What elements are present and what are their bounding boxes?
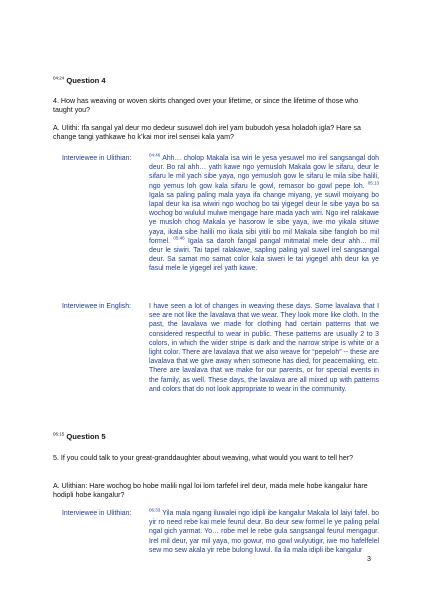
answer-text: Igala sa daroh fangal pangal mitmatal mele deur ahh… mil deur le siwiri. Tai tapel ralakawe, sapling paling yal suwel irel sangsangal deur. Sa samat mo samat color kala siweri le tai yigegel ahh deur ka ye fasul mele le yigegel irel yath kawe. [149, 237, 379, 273]
timestamp: 04:24 [53, 75, 65, 81]
question-5-text: 5. If you could talk to your great-granddaughter about weaving, what would you want to tell her? [53, 454, 354, 462]
page-number: 3 [367, 555, 371, 563]
answer-4-english: I have seen a lot of changes in weaving these days. Some lavalava that I see are not like the lavalava that we wear. They look more like cloth. In the past, the lavalava we made for clothing had certain patterns that we considered respectful to wear in public. These patterns are usually 2 to 3 colors, in which the wider stripe is dark and the narrow stripe is white or a light color. There are lavalava that we also weave for “pepeloh” -- these are lavalava that we give away when someone has died, for peacemaking, etc. There are lavalava that we make for our parents, or for special events in the family, as well. These days, the lavalava are all mixed up with patterns and colors that do not look appropriate to wear in the community. [149, 303, 379, 393]
timestamp: 04:46 [149, 152, 161, 158]
question-4-ulithian-translation: A. Ulithi: Ifa sangal yal deur mo dedeur susuwel doh irel yam bubudoh yesa holadoh igla? Hare sa change tangi yathkawe ho k’kai mor irel sensei kala yam? [53, 124, 361, 142]
timestamp: 06:15 [53, 431, 65, 437]
interviewee-ulithian-label: Interviewee in Ulithian: [62, 155, 132, 162]
timestamp: 05:46 [173, 235, 185, 241]
answer-text: Yila mala ngang iluwalei ngo idipli ibe kangalur Makala lol laiyi fafel. bo yir ro need rebe kai mele feurul deur. Bo deur sew formel le ye paling pelal ngal gich yarmat. Yo… robe mel le rebe gula sangsangal feurul mengagur. Irel mil deur, yar mil yaya, mo gowur, mo gowl wulyutigir, iwe mo hafelfelel sew mo sew akala yir rebe bulong luwul. Ila ila mala idipli ibe kangalur [149, 510, 379, 554]
question-4-heading [53, 76, 106, 85]
timestamp: 06:33 [149, 507, 161, 513]
interviewee-english-label: Interviewee in English: [62, 303, 131, 310]
timestamp: 05:13 [367, 180, 379, 186]
question-5-heading [53, 432, 106, 441]
question-4-text: 4. How has weaving or woven skirts changed over your lifetime, or since the lifetime of those who taught you? [53, 97, 359, 115]
answer-4-ulithian [149, 154, 379, 274]
answer-5-ulithian [149, 509, 379, 555]
question-title: Question 5 [66, 432, 106, 441]
interviewee-ulithian-label: Interviewee in Ulithian: [62, 510, 132, 517]
question-5-ulithian-translation: A. Ulithian: Hare wochog bo hobe malili ngal loi lom tarfefel irel deur, mada mele hobe kangalur hare hodipli hobe kangalur? [53, 482, 368, 500]
answer-text: Ahh… cholop Makala isa wiri le yesa yesuwel mo irel sangsangal doh deur. Bo ral ahh… yath kawe ngo yemusloh Makala gow le sifaru, deur le sifaru le mil yach sibe yaya, ngo yemusloh gow le sifaru le mila sibe halili, ngo yemus loh gow kala sifaru le gowl, remasor bo gowl pepe loh. [149, 155, 379, 190]
question-title: Question 4 [66, 76, 106, 85]
answer-text: Igala sa paling paling mala yaya ifa change miyang, ye suwil moiyang bo lapal deur ka isa wiwiri ngo wochog bo tai yigegel deur le sibe yaya bo sa wochog bo wululul mulwe mengage hare mada yach wiri. Ngo irel ralakawe ye musloh chog Makala ye hasorow le sibe yaya, iwe mo yikala situwe yaya, ikala sibe halili mo ikala sibi yitili bo mil Makala sibe fangloh bo mil formel. [149, 191, 379, 245]
